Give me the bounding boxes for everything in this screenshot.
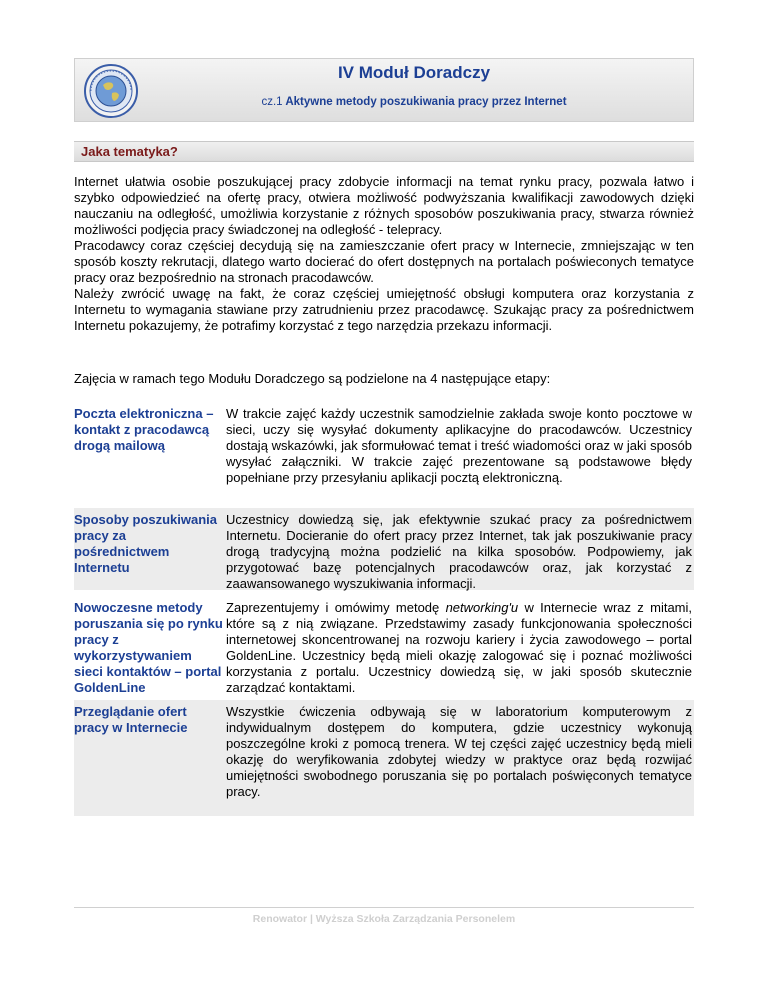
subtitle-text: Aktywne metody poszukiwania pracy przez Internet bbox=[285, 96, 567, 108]
stage-description: W trakcie zajęć każdy uczestnik samodzielnie zakłada swoje konto pocztowe w sieci, uczy się wysyłać dokumenty aplikacyjne do pracodawców. Uczestnicy dostają wskazówki, jak sformułować temat i treść wiadomości oraz w jaki sposób wysyłać załączniki. W trakcie zajęć prezentowane są podstawowe błędy popełniane przy przesyłaniu aplikacji pocztą elektroniczną. bbox=[226, 406, 692, 485]
section-heading: Jaka tematyka? bbox=[74, 141, 694, 162]
intro-paragraph-1: Internet ułatwia osobie poszukującej pracy zdobycie informacji na temat rynku pracy, pozwala łatwo i szybko odpowiedzieć na ofertę pracy, otwiera możliwość podwyższania kwalifikacji zawodowych dzięki nauczaniu na odległość, umożliwia korzystanie z różnych sposobów poszukiwania pracy, stwarza również możliwości podjęcia pracy świadczonej na odległość - telepracy. bbox=[74, 174, 694, 237]
stage-row-email bbox=[74, 402, 694, 498]
stage-title: Przeglądanie ofert pracy w Internecie bbox=[74, 704, 188, 735]
stage-row-networking bbox=[74, 596, 694, 696]
stage-title: Nowoczesne metody poruszania się po rynku pracy z wykorzystywaniem sieci kontaktów – portal GoldenLine bbox=[74, 600, 223, 695]
footer-divider bbox=[74, 907, 694, 908]
stage-row-search-methods bbox=[74, 508, 694, 590]
stage-description: Wszystkie ćwiczenia odbywają się w laboratorium komputerowym z indywidualnym dostępem do komputera, gdzie uczestnicy wykonują poszczególne kroki z pomocą trenera. W tej części zajęć uczestnicy będą mieli okazję do weryfikowania zdobytej wiedzy w praktyce oraz będą rozwijać umiejętności swobodnego poruszania się po portalach poświęconych tematyce pracy. bbox=[226, 704, 692, 799]
stages-intro: Zajęcia w ramach tego Modułu Doradczego są podzielone na 4 następujące etapy: bbox=[74, 371, 551, 386]
intro-paragraph-3: Należy zwrócić uwagę na fakt, że coraz częściej umiejętność obsługi komputera oraz korzystania z Internetu to wymagania stawiane przy zatrudnieniu przez pracodawcę. Szukając pracy za pośrednictwem Internetu pokazujemy, że potrafimy korzystać z tego narzędzia przekazu informacji. bbox=[74, 286, 694, 333]
subtitle-prefix: cz.1 bbox=[261, 96, 283, 108]
page-title: IV Moduł Doradczy bbox=[337, 63, 491, 82]
stage-text-italic: networking'u bbox=[445, 600, 519, 615]
stage-text-before: Zaprezentujemy i omówimy metodę bbox=[226, 600, 446, 615]
stage-description: Uczestnicy dowiedzą się, jak efektywnie szukać pracy za pośrednictwem Internetu. Docieranie do ofert pracy przez Internet, tak jak poszukiwanie pracy drogą tradycyjną można podzielić na kilka sposobów. Podpowiemy, jak przygotować bazę potencjalnych pracodawców oraz, jak korzystać z zaawansowanego wyszukiwania informacji. bbox=[226, 512, 692, 591]
intro-text bbox=[74, 174, 694, 334]
stage-row-browsing-offers bbox=[74, 700, 694, 816]
stage-description bbox=[224, 596, 694, 696]
header-banner bbox=[74, 58, 694, 122]
intro-paragraph-2: Pracodawcy coraz częściej decydują się na zamieszczanie ofert pracy w Internecie, zmniejszając w ten sposób koszty rekrutacji, dlatego warto docierać do ofert dostępnych na portalach poświeconych tematyce pracy oraz bezpośrednio na stronach pracodawców. bbox=[74, 238, 694, 285]
stage-title: Sposoby poszukiwania pracy za pośrednictwem Internetu bbox=[74, 512, 218, 575]
page-subtitle bbox=[75, 96, 693, 108]
stage-text-after: w Internecie wraz z mitami, które są z nią związane. Przedstawimy zasady funkcjonowania społeczności internetowej skoncentrowanej na rozwoju kariery i życia zawodowego – portal GoldenLine. Uczestnicy będą mieli okazję zalogować się i poznać możliwości korzystania z portalu. Uczestnicy dowiedzą się, w jaki sposób skutecznie zarządzać kontaktami. bbox=[226, 600, 693, 695]
page-footer: Renowator | Wyższa Szkoła Zarządzania Personelem bbox=[252, 913, 516, 925]
stage-title: Poczta elektroniczna – kontakt z pracodawcą drogą mailową bbox=[74, 406, 214, 453]
